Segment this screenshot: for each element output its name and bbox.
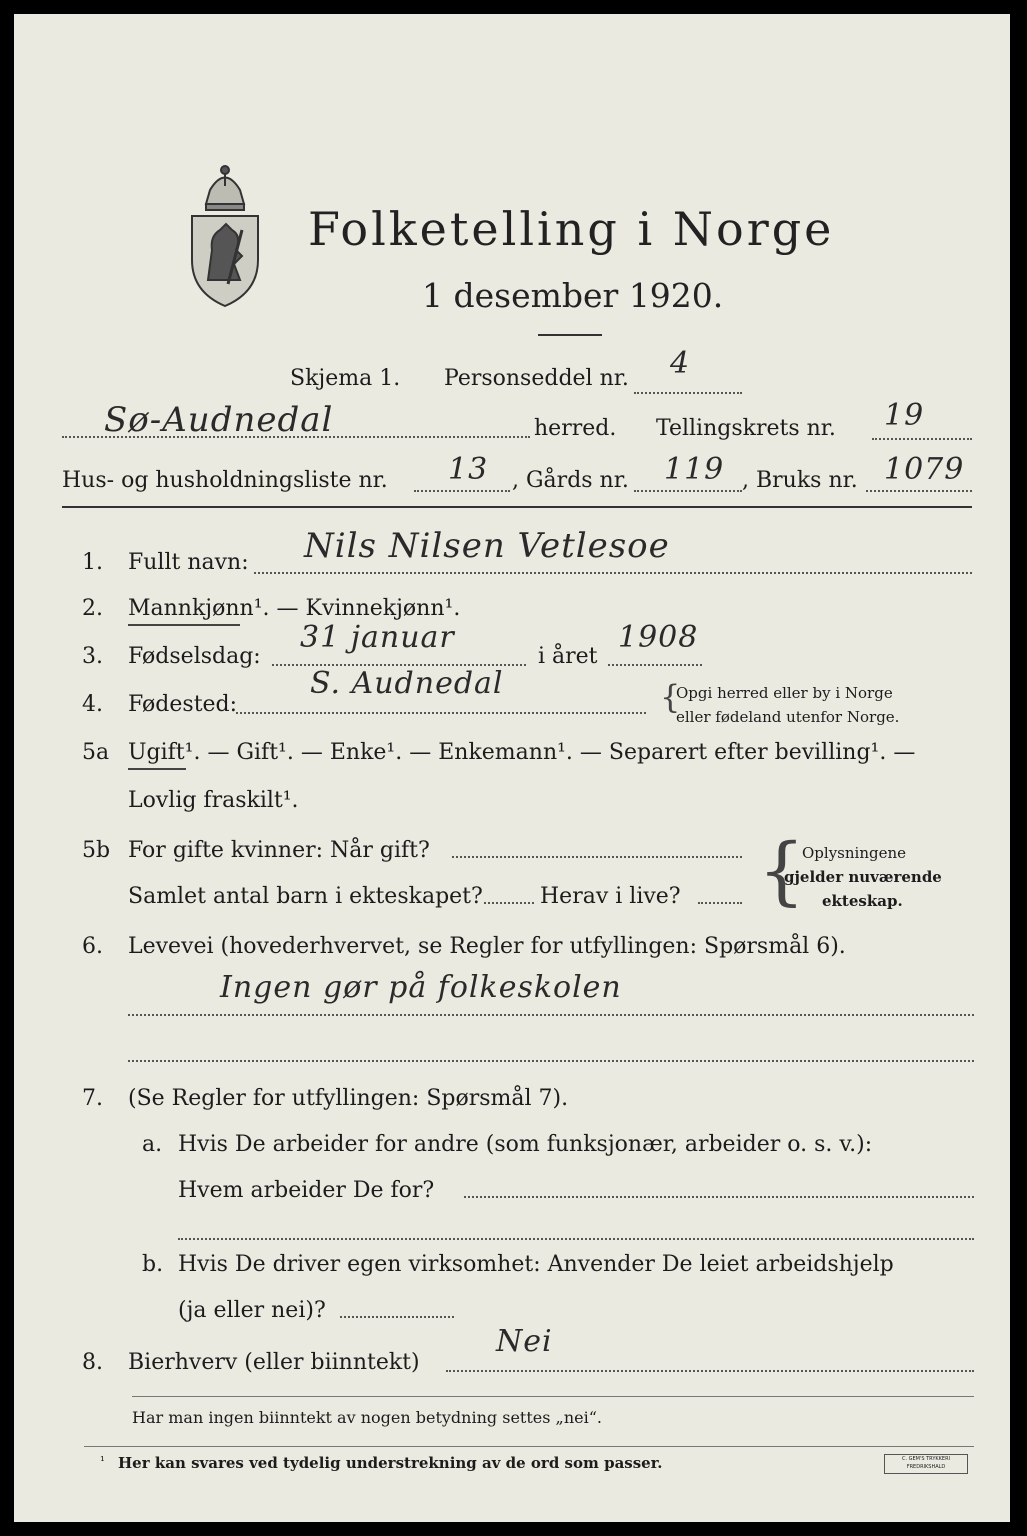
q7b-sub: (ja eller nei)? [178, 1298, 326, 1323]
herred-value: Sø-Audnedal [104, 400, 334, 440]
birth-year-line [608, 664, 702, 666]
birthplace-value: S. Audnedal [310, 666, 504, 701]
q4-label: Fødested: [128, 692, 238, 717]
q5b-number: 5b [82, 838, 111, 863]
occupation-line-2 [128, 1060, 974, 1062]
alive-line [698, 902, 742, 904]
form-title: Folketelling i Norge [308, 202, 835, 256]
tellingskrets-value: 19 [884, 398, 925, 433]
married-date-line [452, 856, 742, 858]
printer-line-2: FREDRIKSHALD [906, 1464, 946, 1470]
bruks-line [866, 490, 972, 492]
birthplace-note-2: eller fødeland utenfor Norge. [676, 708, 900, 726]
marriage-note-3: ekteskap. [822, 892, 903, 910]
birthplace-note-1: Opgi herred eller by i Norge [676, 684, 893, 702]
footer-note: Har man ingen biinntekt av nogen betydning settes „nei“. [132, 1408, 602, 1427]
q7b-letter: b. [142, 1252, 164, 1277]
q2-label: Mannkjønn¹. — Kvinnekjønn¹. [128, 596, 461, 621]
norwegian-coat-of-arms-icon [182, 160, 268, 310]
birthplace-brace: { [660, 678, 681, 716]
marriage-brace: { [758, 828, 806, 914]
q1-label: Fullt navn: [128, 550, 249, 575]
q5b-line1: For gifte kvinner: Når gift? [128, 838, 430, 863]
gards-label: , Gårds nr. [512, 468, 629, 493]
printer-mark [884, 1454, 968, 1474]
skjema-label: Skjema 1. [290, 366, 401, 391]
footer-rule-1 [132, 1396, 974, 1397]
q2-number: 2. [82, 596, 103, 621]
q8-label: Bierhverv (eller biinntekt) [128, 1350, 420, 1375]
q6-number: 6. [82, 934, 103, 959]
q3-number: 3. [82, 644, 103, 669]
employer-line-2 [178, 1238, 974, 1240]
q3-label: Fødselsdag: [128, 644, 261, 669]
birthdate-value: 31 januar [300, 620, 455, 655]
tellingskrets-label: Tellingskrets nr. [656, 416, 836, 441]
q5b-children-label: Samlet antal barn i ekteskapet? [128, 884, 483, 909]
herred-label: herred. [534, 416, 617, 441]
hus-value: 13 [448, 452, 489, 487]
birthplace-line [236, 712, 646, 714]
herred-line [62, 436, 530, 438]
gards-line [634, 490, 742, 492]
q4-number: 4. [82, 692, 103, 717]
q7b-text: Hvis De driver egen virksomhet: Anvender De leiet arbeidshjelp [178, 1252, 894, 1277]
q5a-line1: Ugift¹. — Gift¹. — Enke¹. — Enkemann¹. — Separert efter bevilling¹. — [128, 740, 916, 765]
title-divider [538, 334, 602, 336]
side-income-value: Nei [496, 1324, 553, 1359]
bleed-through [714, 110, 718, 126]
marriage-note-2: gjelder nuværende [784, 868, 942, 886]
bruks-label: , Bruks nr. [742, 468, 858, 493]
q5a-line2: Lovlig fraskilt¹. [128, 788, 299, 813]
q7a-sub: Hvem arbeider De for? [178, 1178, 435, 1203]
census-form [14, 14, 1010, 1522]
hus-line [414, 490, 510, 492]
marriage-note-1: Oplysningene [802, 844, 907, 862]
full-name-line [254, 572, 972, 574]
footnote-text: Her kan svares ved tydelig understrekning av de ord som passer. [118, 1454, 663, 1472]
employer-line-1 [464, 1196, 974, 1198]
q5a-underline [128, 768, 186, 770]
q8-number: 8. [82, 1350, 103, 1375]
q1-number: 1. [82, 550, 103, 575]
q2-underline [128, 624, 240, 626]
full-name-value: Nils Nilsen Vetlesoe [304, 526, 670, 566]
occupation-line-1 [128, 1014, 974, 1016]
personseddel-value: 4 [670, 346, 691, 381]
children-line [484, 902, 534, 904]
q6-label: Levevei (hovederhvervet, se Regler for utfyllingen: Spørsmål 6). [128, 934, 846, 959]
q5a-number: 5a [82, 740, 110, 765]
q7-number: 7. [82, 1086, 103, 1111]
q7-label: (Se Regler for utfyllingen: Spørsmål 7). [128, 1086, 569, 1111]
tellingskrets-line [872, 438, 972, 440]
birth-year-value: 1908 [618, 620, 699, 655]
q7a-text: Hvis De arbeider for andre (som funksjonær, arbeider o. s. v.): [178, 1132, 873, 1157]
year-label: i året [538, 644, 598, 669]
q7a-letter: a. [142, 1132, 163, 1157]
gards-value: 119 [664, 452, 725, 487]
footnote-mark: ¹ [100, 1454, 105, 1468]
personseddel-label: Personseddel nr. [444, 366, 629, 391]
hired-help-line [340, 1316, 454, 1318]
personseddel-line [634, 392, 742, 394]
occupation-value: Ingen gør på folkeskolen [220, 970, 622, 1005]
form-date: 1 desember 1920. [422, 276, 724, 315]
footer-rule-2 [84, 1446, 974, 1447]
side-income-line [446, 1370, 974, 1372]
header-rule [62, 506, 972, 508]
q5b-alive-label: Herav i live? [540, 884, 681, 909]
bruks-value: 1079 [884, 452, 965, 487]
hus-label: Hus- og husholdningsliste nr. [62, 468, 388, 493]
printer-line-1: C. GEM'S TRYKKERI [901, 1456, 951, 1462]
